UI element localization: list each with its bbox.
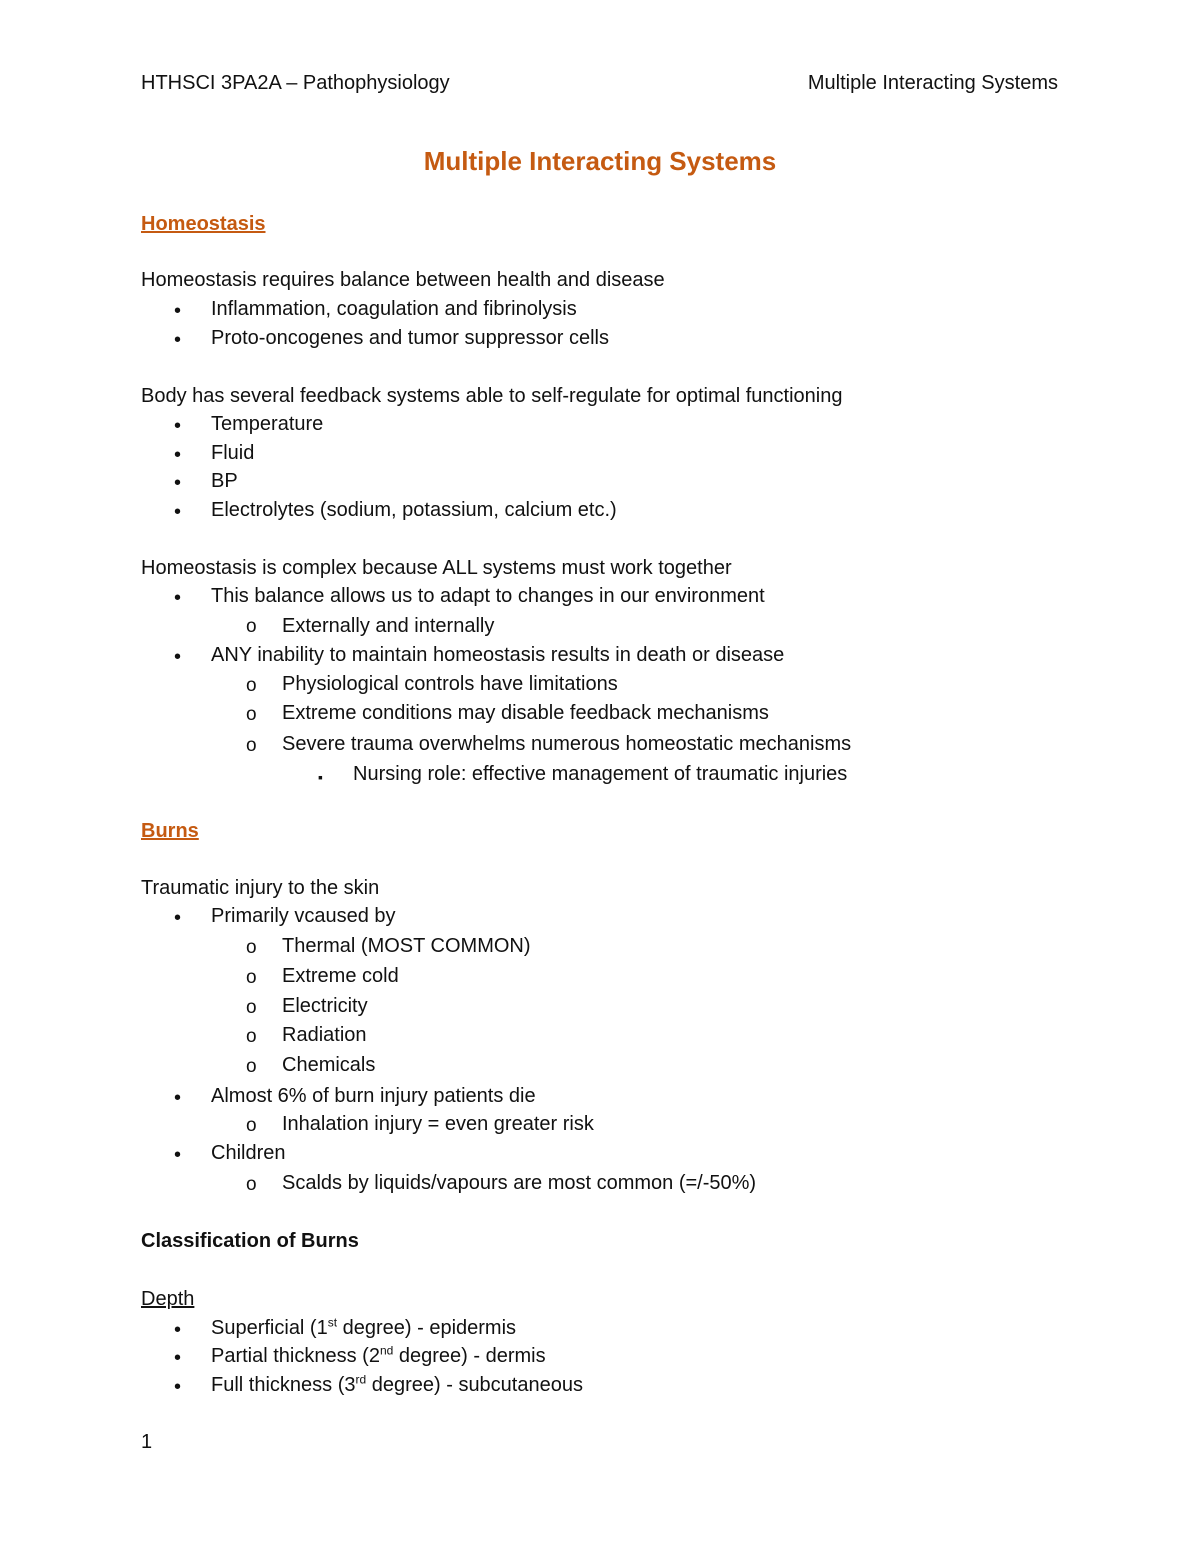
- bullet-circle-icon: o: [246, 997, 257, 1018]
- list-item: This balance allows us to adapt to changes in our environment: [211, 585, 765, 607]
- list-item: Primarily vcaused by: [211, 905, 396, 927]
- list-item: Inhalation injury = even greater risk: [282, 1113, 594, 1135]
- bullet-dot-icon: •: [174, 472, 182, 494]
- list-item: Nursing role: effective management of traumatic injuries: [353, 763, 848, 785]
- list-item: Almost 6% of burn injury patients die: [211, 1085, 536, 1107]
- bullet-dot-icon: •: [174, 415, 182, 437]
- bullet-circle-icon: o: [246, 967, 257, 988]
- list-item-text: degree) - dermis: [393, 1345, 546, 1367]
- bullet-circle-icon: o: [246, 1026, 257, 1047]
- list-item: Radiation: [282, 1024, 367, 1046]
- list-item: Chemicals: [282, 1054, 376, 1076]
- list-item: Physiological controls have limitations: [282, 673, 618, 695]
- bullet-dot-icon: •: [174, 907, 182, 929]
- subheading-classification: Classification of Burns: [141, 1230, 359, 1252]
- list-item: BP: [211, 470, 238, 492]
- list-item: Scalds by liquids/vapours are most common (=/-50%): [282, 1172, 757, 1194]
- bullet-dot-icon: •: [174, 300, 182, 322]
- list-item-text: degree) - subcutaneous: [366, 1374, 583, 1396]
- header-right: Multiple Interacting Systems: [807, 72, 1058, 94]
- paragraph: Traumatic injury to the skin: [141, 877, 380, 899]
- bullet-dot-icon: •: [174, 329, 182, 351]
- bullet-dot-icon: •: [174, 646, 182, 668]
- list-item: Extreme conditions may disable feedback mechanisms: [282, 702, 769, 724]
- list-item: Severe trauma overwhelms numerous homeostatic mechanisms: [282, 733, 852, 755]
- bullet-circle-icon: o: [246, 1174, 257, 1195]
- superscript: st: [327, 1315, 338, 1330]
- bullet-circle-icon: o: [246, 1115, 257, 1136]
- list-item: Extreme cold: [282, 965, 399, 987]
- bullet-circle-icon: o: [246, 735, 257, 756]
- bullet-dot-icon: •: [174, 1144, 182, 1166]
- section-heading-homeostasis: Homeostasis: [141, 213, 266, 235]
- superscript: rd: [355, 1372, 367, 1387]
- list-item-text: Superficial (1: [211, 1317, 328, 1339]
- bullet-circle-icon: o: [246, 704, 257, 725]
- paragraph: Homeostasis requires balance between health and disease: [141, 269, 665, 291]
- bullet-dot-icon: •: [174, 444, 182, 466]
- bullet-square-icon: ▪: [318, 769, 323, 785]
- superscript: nd: [379, 1343, 394, 1358]
- page-number: 1: [141, 1431, 153, 1453]
- bullet-dot-icon: •: [174, 1319, 182, 1341]
- section-heading-burns: Burns: [141, 820, 199, 842]
- list-item-text: Partial thickness (2: [211, 1345, 380, 1367]
- list-item-text: Full thickness (3: [211, 1374, 356, 1396]
- paragraph: Homeostasis is complex because ALL systems must work together: [141, 557, 732, 579]
- list-item-text: degree) - epidermis: [337, 1317, 517, 1339]
- bullet-dot-icon: •: [174, 501, 182, 523]
- list-item: Electrolytes (sodium, potassium, calcium etc.): [211, 499, 617, 521]
- list-item: Temperature: [211, 413, 324, 435]
- list-item: Thermal (MOST COMMON): [282, 935, 531, 957]
- paragraph: Body has several feedback systems able to self-regulate for optimal functioning: [141, 385, 843, 407]
- bullet-dot-icon: •: [174, 1376, 182, 1398]
- list-item: Electricity: [282, 995, 368, 1017]
- bullet-circle-icon: o: [246, 616, 257, 637]
- list-item: Children: [211, 1142, 286, 1164]
- bullet-circle-icon: o: [246, 937, 257, 958]
- list-item: Inflammation, coagulation and fibrinolysis: [211, 298, 577, 320]
- bullet-circle-icon: o: [246, 1056, 257, 1077]
- list-item: ANY inability to maintain homeostasis results in death or disease: [211, 644, 785, 666]
- list-item: [211, 1317, 516, 1340]
- list-item: Proto-oncogenes and tumor suppressor cells: [211, 327, 609, 349]
- list-item: [211, 1345, 546, 1368]
- list-item: Externally and internally: [282, 615, 495, 637]
- list-item: [211, 1374, 583, 1397]
- bullet-dot-icon: •: [174, 587, 182, 609]
- bullet-circle-icon: o: [246, 675, 257, 696]
- bullet-dot-icon: •: [174, 1347, 182, 1369]
- header-left: HTHSCI 3PA2A – Pathophysiology: [141, 72, 450, 94]
- bullet-dot-icon: •: [174, 1087, 182, 1109]
- page-title: Multiple Interacting Systems: [423, 146, 777, 176]
- list-item: Fluid: [211, 442, 255, 464]
- subheading-depth: Depth: [141, 1288, 195, 1310]
